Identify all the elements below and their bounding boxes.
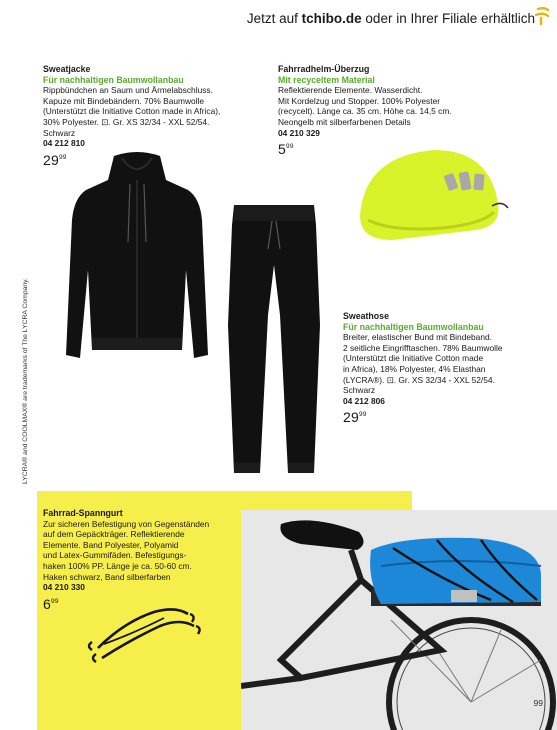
product-price: $6^{99}$: [43, 595, 59, 612]
product-number: 04 212 806: [343, 395, 385, 406]
availability-header: [247, 11, 535, 26]
product-title: Sweatjacke: [43, 64, 91, 74]
bicycle-photo: [241, 510, 557, 730]
product-tagline: Für nachhaltigen Baumwollanbau: [43, 74, 184, 85]
tchibo-logo-icon: [533, 6, 551, 26]
product-number: 04 210 330: [43, 582, 85, 593]
product-price: $29^{99}$: [343, 409, 367, 426]
bungee-cords-image: [84, 604, 204, 668]
product-tagline: Für nachhaltigen Baumwollanbau: [343, 321, 484, 332]
product-description: Rippbündchen an Saum und Ärmelabschluss. Kapuze mit Bindebändern. 70% Baumwolle (Unterstützt die Initiative Cotton made in Africa), 30% Polyester. ⊡. Gr. XS 32/34 - XXL 52/54. Schwarz: [43, 85, 221, 138]
header-suffix: oder in Ihrer Filiale erhältlich: [361, 11, 535, 26]
product-title: Fahrrad-Spanngurt: [43, 508, 123, 518]
product-price: $5^{99}$: [278, 141, 294, 158]
product-price: $29^{99}$: [43, 151, 67, 168]
product-title: Sweathose: [343, 311, 389, 321]
product-description: Zur sicheren Befestigung von Gegenständen auf dem Gepäckträger. Reflektierende Elemente. Band Polyester, Polyamid und Latex-Gummifäden. Befestigungs- haken 100% PP. Länge je ca. 50-60 cm. Haken schwarz, Band silberfarben: [43, 518, 210, 582]
sweathose-image: [224, 205, 324, 481]
product-description: Breiter, elastischer Bund mit Bindeband. 2 seitliche Eingrifftaschen. 78% Baumwolle (Unterstützt die Initiative Cotton made in Africa), 18% Polyester, 4% Elasthan (LYCRA®). ⊡. Gr. XS 32/34 - XXL 52/54. Schwarz: [343, 332, 503, 396]
product-description: Reflektierende Elemente. Wasserdicht. Mit Kordelzug und Stopper. 100% Polyester (recycelt). Länge ca. 35 cm. Höhe ca. 14,5 cm. Neongelb mit silberfarbenen Details: [278, 85, 452, 127]
page-number: 99: [533, 698, 543, 708]
product-sweathose: [343, 311, 553, 426]
sweatjacke-image: [62, 150, 212, 366]
helmet-cover-image: [352, 142, 512, 254]
product-number: 04 212 810: [43, 138, 85, 149]
trademark-side-note: LYCRA® and COOLMAX® are trademarks of The LYCRA Company.: [22, 278, 29, 484]
product-tagline: Mit recyceltem Material: [278, 74, 375, 85]
product-number: 04 210 329: [278, 127, 320, 138]
product-fahrrad-spanngurt: [43, 508, 243, 612]
header-prefix: Jetzt auf: [246, 11, 302, 26]
bicycle-with-bag-image: [241, 510, 557, 730]
header-brand-link[interactable]: tchibo.de: [301, 11, 362, 26]
product-title: Fahrradhelm-Überzug: [278, 64, 370, 74]
